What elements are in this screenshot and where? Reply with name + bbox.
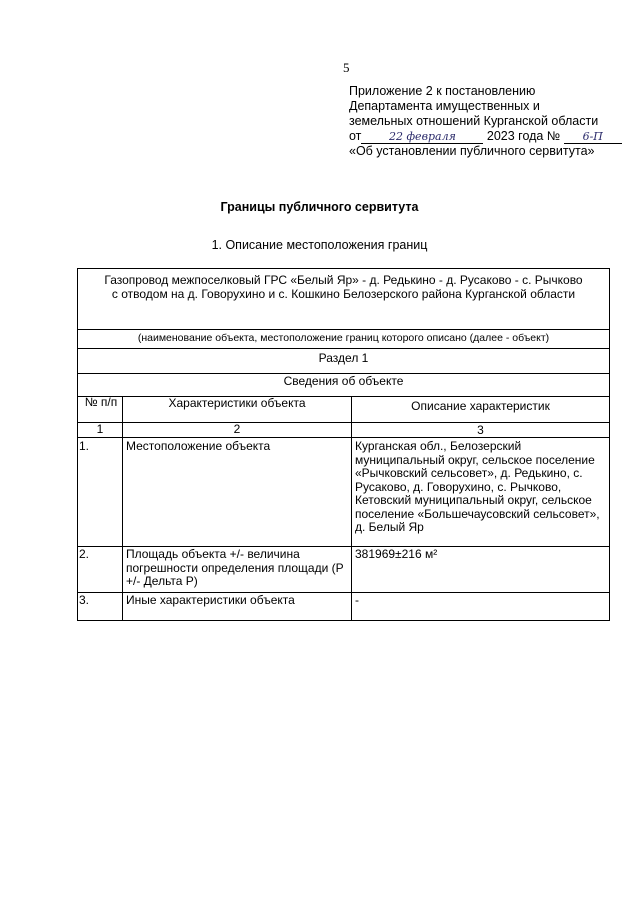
document-title: Границы публичного сервитута	[220, 200, 419, 214]
section-title: Сведения об объекте	[283, 374, 404, 388]
date-prefix: от	[349, 129, 362, 143]
row-2-num: 2.	[79, 547, 90, 561]
handwritten-date: 22 февраля	[361, 131, 483, 144]
object-caption: (наименование объекта, местоположение границ которого описано (далее - объект)	[137, 332, 550, 344]
header-description: Описание характеристик	[411, 399, 550, 413]
appendix-line-2: Департамента имущественных и	[349, 99, 540, 113]
year-text: 2023 года №	[486, 129, 561, 143]
row-3-num: 3.	[79, 593, 90, 607]
column-number-2: 2	[233, 422, 241, 436]
header-characteristics: Характеристики объекта	[168, 396, 306, 410]
appendix-date-line	[349, 129, 622, 144]
row-1-characteristic: Местоположение объекта	[126, 439, 271, 453]
appendix-line-3: земельных отношений Курганской области	[349, 114, 599, 128]
row-2-description: 381969±216 м²	[355, 547, 438, 561]
header-num: № п/п	[84, 395, 118, 409]
row-1-description: Курганская обл., Белозерский муниципальный округ, сельское поселение «Рычковский сельсовет», д. Редькино, с. Русаково, д. Говорухино, с. Рычково, Кетовский муниципальный округ, сельское поселение «Большечаусовский сельсовет», д. Белый Яр	[355, 439, 600, 534]
page-number: 5	[343, 60, 350, 75]
column-number-3: 3	[477, 423, 484, 437]
row-2-characteristic: Площадь объекта +/- величина погрешности определения площади (Р +/- Дельта Р)	[126, 547, 344, 588]
object-table	[77, 268, 610, 621]
section-label: Раздел 1	[318, 351, 369, 365]
rule	[78, 348, 609, 349]
handwritten-number: 6-П	[564, 131, 622, 144]
rule	[78, 329, 609, 330]
row-3-characteristic: Иные характеристики объекта	[126, 593, 295, 607]
appendix-block	[349, 84, 622, 159]
appendix-line-5: «Об установлении публичного сервитута»	[349, 144, 595, 158]
section-subtitle: 1. Описание местоположения границ	[211, 238, 428, 252]
appendix-line-1: Приложение 2 к постановлению	[349, 84, 536, 98]
column-number-1: 1	[96, 422, 104, 436]
row-1-num: 1.	[79, 439, 90, 453]
object-name: Газопровод межпоселковый ГРС «Белый Яр» - д. Редькино - д. Русаково - с. Рычково с отводом на д. Говорухино и с. Кошкино Белозерского района Курганской области	[104, 273, 583, 301]
row-3-description: -	[355, 593, 359, 607]
